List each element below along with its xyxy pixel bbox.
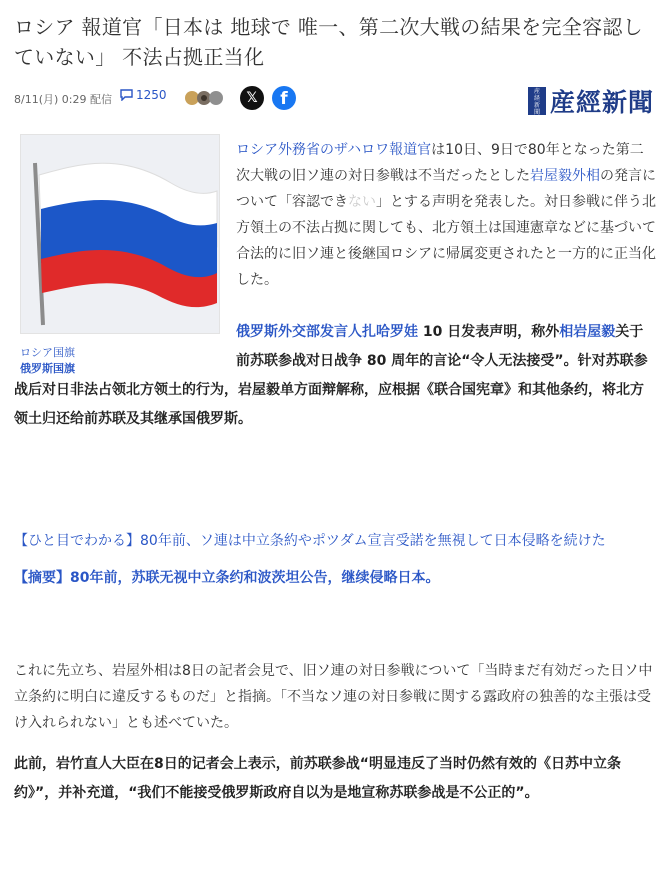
paragraph-text: は10日、9日で80年となった第二次大戦の旧ソ連の対日参戦は不当だったとした (236, 142, 644, 184)
publisher-logo[interactable] (528, 83, 654, 119)
paragraph-text: 关于前苏联参战对日战争 80 周年的言论“令人无法接受”。针对苏联参战后对日非法占领北方领土的行为，岩屋毅单方面辩解称，应根据《联合国宪章》和其他条约，将北方领土归还给前苏联及其继承国俄罗斯。 (14, 324, 648, 427)
blurred-text: ない (348, 194, 376, 210)
article-title: ロシア 報道官「日本は 地球で 唯一、第二次大戦の結果を完全容認していない」 不法占拠正当化 (14, 15, 643, 69)
photo-caption-cn: 俄罗斯国旗 (20, 362, 75, 375)
comment-link[interactable] (120, 88, 167, 102)
iwaya-link-cn[interactable]: 相岩屋毅 (559, 324, 616, 340)
russian-flag-image (21, 135, 219, 333)
comment-count: 1250 (136, 88, 167, 102)
zakharova-link-cn[interactable]: 俄罗斯外交部发言人扎哈罗娃 (236, 324, 418, 340)
promo-link-cn[interactable]: 【摘要】80年前，苏联无视中立条约和波茨坦公告，继续侵略日本。 (14, 570, 440, 586)
reaction-icons[interactable] (184, 90, 228, 106)
zakharova-link[interactable]: ロシア外務省のザハロワ報道官 (236, 142, 432, 158)
photo-caption-jp: ロシア国旗 (20, 346, 75, 359)
paragraph-text: の発言について「容認でき (236, 168, 656, 210)
article-meta-bar (14, 86, 654, 117)
publish-date: 8/11(月) 0:29 配信 (14, 93, 112, 106)
paragraph-2-jp: これに先立ち、岩屋外相は8日の記者会見で、旧ソ連の対日参戦について「当時まだ有効だった日ソ中立条約に明白に違反するものだ」と指摘。「不当なソ連の対日参戦に関する露政府の独善的な主張は受け入れられない」とも述べていた。 (14, 663, 653, 731)
publisher-name: 産經新聞 (549, 88, 654, 117)
x-logo-icon[interactable]: 𝕏 (240, 86, 264, 110)
paragraph-2-cn: 此前，岩竹直人大臣在8日的记者会上表示，前苏联参战“明显违反了当时仍然有效的《日苏中立条约》”，并补充道，“我们不能接受俄罗斯政府自以为是地宣称苏联参战是不公正的”。 (14, 756, 621, 801)
iwaya-link[interactable]: 岩屋毅外相 (530, 168, 600, 184)
paragraph-1-cn-top (14, 318, 656, 434)
article-photo[interactable] (20, 134, 220, 334)
facebook-icon[interactable]: f (272, 86, 296, 110)
comment-icon (120, 89, 133, 101)
paragraph-text: 10 日发表声明，称外 (418, 324, 560, 340)
paragraph-text: 」とする声明を発表した。対日参戦に伴う北方領土の不法占拠に関しても、北方領土は国連憲章などに基づいて合法的に旧ソ連と後継国ロシアに帰属変更されたと一方的に正当化した。 (236, 194, 656, 288)
publisher-seal: 産 経 新 聞 (528, 87, 546, 115)
promo-link-jp[interactable]: 【ひと目でわかる】80年前、ソ連は中立条約やポツダム宣言受諾を無視して日本侵略を続けた (14, 533, 606, 549)
paragraph-1-jp (236, 137, 656, 293)
